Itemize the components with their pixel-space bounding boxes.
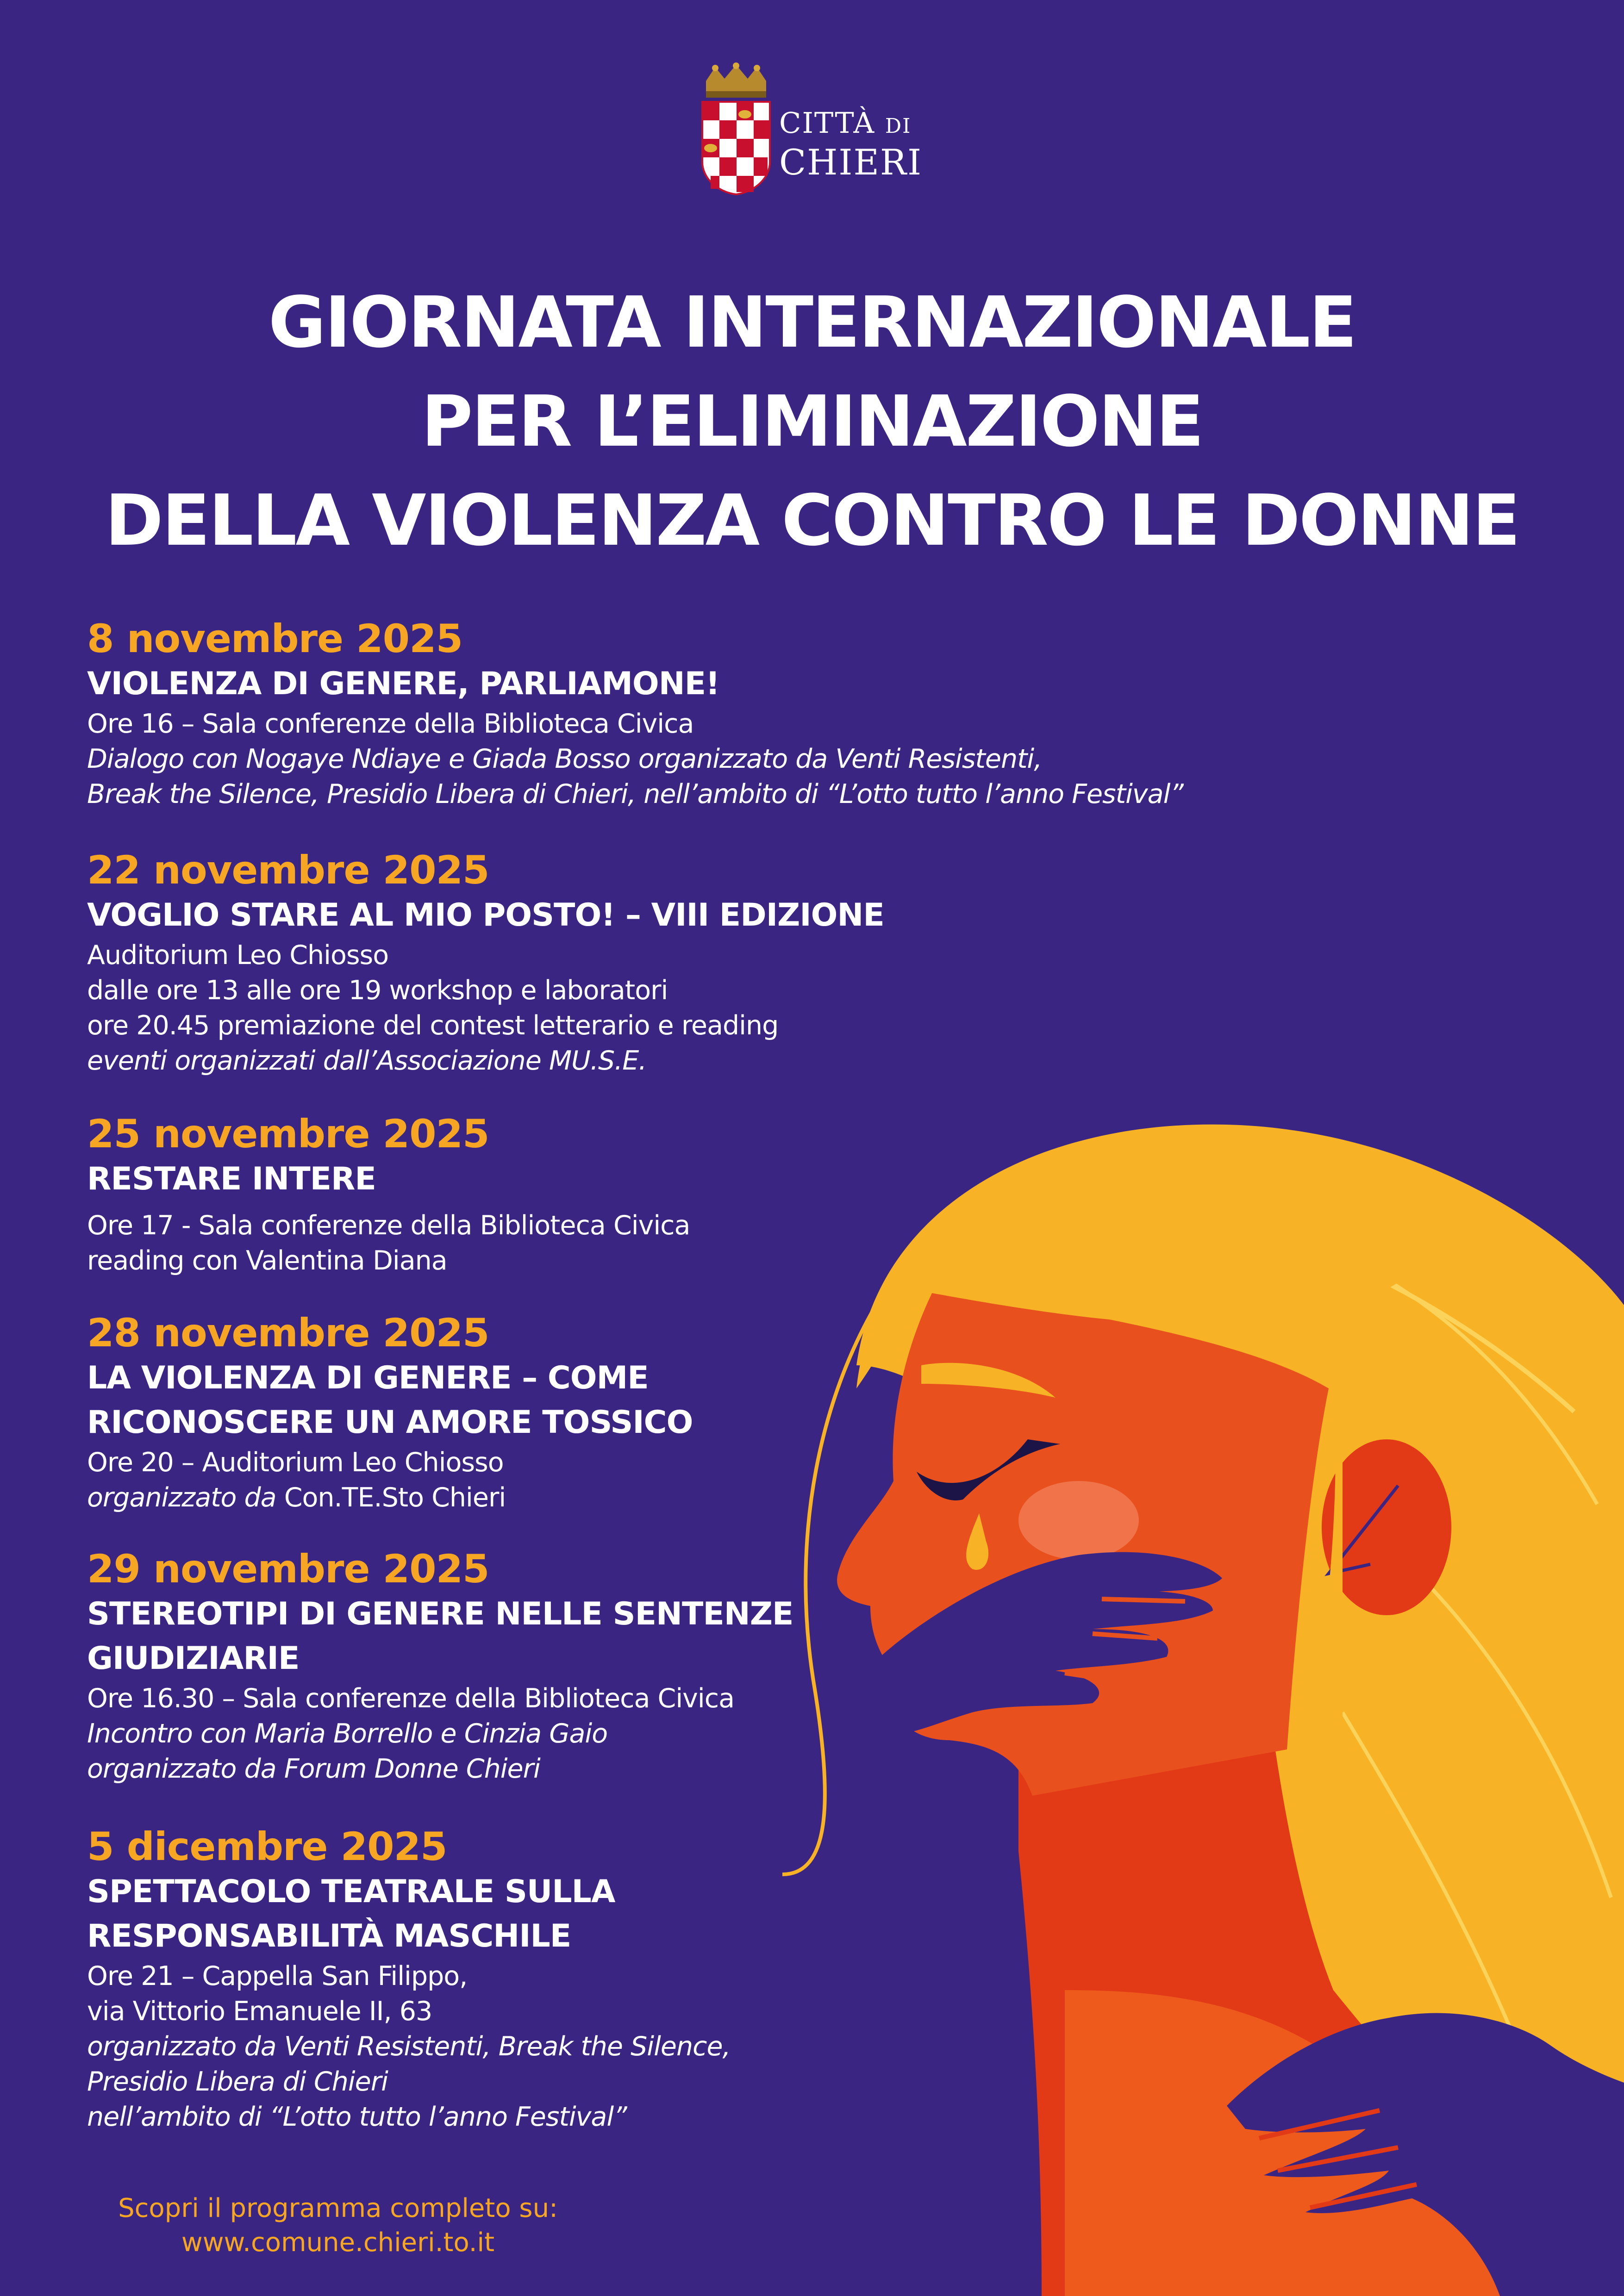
city-coat-of-arms-icon <box>697 62 775 197</box>
event-time-venue: Ore 17 - Sala conferenze della Biblioteca Civica <box>87 1210 690 1241</box>
event-description: Incontro con Maria Borrello e Cinzia Gaio <box>87 1718 608 1749</box>
event-item <box>87 847 1082 1078</box>
event-date: 8 novembre 2025 <box>87 616 463 661</box>
event-title: SPETTACOLO TEATRALE SULLA <box>87 1873 615 1910</box>
title-line-3: DELLA VIOLENZA CONTRO LE DONNE <box>105 479 1519 561</box>
event-time-venue: Ore 21 – Cappella San Filippo, <box>87 1961 468 1991</box>
organizer-name: Con.TE.Sto Chieri <box>284 1482 506 1513</box>
event-festival: nell’ambito di “L’otto tutto l’anno Festival” <box>87 2102 627 2132</box>
event-date: 29 novembre 2025 <box>87 1546 489 1592</box>
logo-di-word: DI <box>885 114 912 138</box>
event-organizer: Presidio Libera di Chieri <box>87 2066 388 2097</box>
event-date: 25 novembre 2025 <box>87 1111 489 1157</box>
spacer <box>87 1201 1082 1208</box>
event-title: RESTARE INTERE <box>87 1161 376 1197</box>
event-description: Break the Silence, Presidio Libera di Chieri, nell’ambito di “L’otto tutto l’anno Festival” <box>87 779 1183 809</box>
footer-website-link[interactable]: www.comune.chieri.to.it <box>181 2228 495 2258</box>
event-title: STEREOTIPI DI GENERE NELLE SENTENZE <box>87 1596 793 1632</box>
event-item <box>87 1310 1082 1515</box>
event-description: Dialogo con Nogaye Ndiaye e Giada Bosso organizzato da Venti Resistenti, <box>87 744 1042 774</box>
event-item <box>87 616 1183 812</box>
title-line-1: GIORNATA INTERNAZIONALE <box>268 281 1356 363</box>
event-time-venue: Ore 16.30 – Sala conferenze della Biblioteca Civica <box>87 1683 735 1714</box>
event-item <box>87 1546 1082 1786</box>
event-title: GIUDIZIARIE <box>87 1640 300 1677</box>
footer-prompt: Scopri il programma completo su: <box>118 2193 558 2223</box>
logo-town-name: CHIERI <box>779 142 923 183</box>
event-time-venue: Ore 20 – Auditorium Leo Chiosso <box>87 1447 504 1478</box>
event-date: 22 novembre 2025 <box>87 847 489 893</box>
footer <box>93 2191 583 2260</box>
title-line-2: PER L’ELIMINAZIONE <box>421 380 1203 462</box>
event-address: via Vittorio Emanuele II, 63 <box>87 1996 432 2027</box>
event-title: RESPONSABILITÀ MASCHILE <box>87 1918 571 1954</box>
event-schedule: ore 20.45 premiazione del contest letterario e reading <box>87 1010 779 1041</box>
event-venue: Auditorium Leo Chiosso <box>87 940 389 971</box>
event-item <box>87 1111 1082 1278</box>
event-organizer: organizzato da Forum Donne Chieri <box>87 1754 540 1784</box>
event-organizer: eventi organizzati dall’Associazione MU.S.E. <box>87 1045 647 1076</box>
event-title: VIOLENZA DI GENERE, PARLIAMONE! <box>87 666 720 702</box>
event-title: VOGLIO STARE AL MIO POSTO! – VIII EDIZIONE <box>87 897 884 933</box>
event-title: RICONOSCERE UN AMORE TOSSICO <box>87 1404 693 1441</box>
event-date: 28 novembre 2025 <box>87 1310 489 1356</box>
page-title <box>0 273 1624 570</box>
logo-city-word: CITTÀ <box>779 106 875 140</box>
organizer-prefix: organizzato da <box>87 1482 276 1513</box>
event-date: 5 dicembre 2025 <box>87 1824 447 1869</box>
event-item <box>87 1823 1082 2134</box>
city-logo <box>697 62 937 201</box>
event-organizer <box>87 1480 1082 1515</box>
logo-wordmark <box>779 105 923 183</box>
event-schedule: dalle ore 13 alle ore 19 workshop e laboratori <box>87 975 668 1006</box>
event-organizer: organizzato da Venti Resistenti, Break the Silence, <box>87 2031 731 2062</box>
event-description: reading con Valentina Diana <box>87 1245 447 1276</box>
event-time-venue: Ore 16 – Sala conferenze della Biblioteca Civica <box>87 709 694 739</box>
event-title: LA VIOLENZA DI GENERE – COME <box>87 1360 649 1396</box>
